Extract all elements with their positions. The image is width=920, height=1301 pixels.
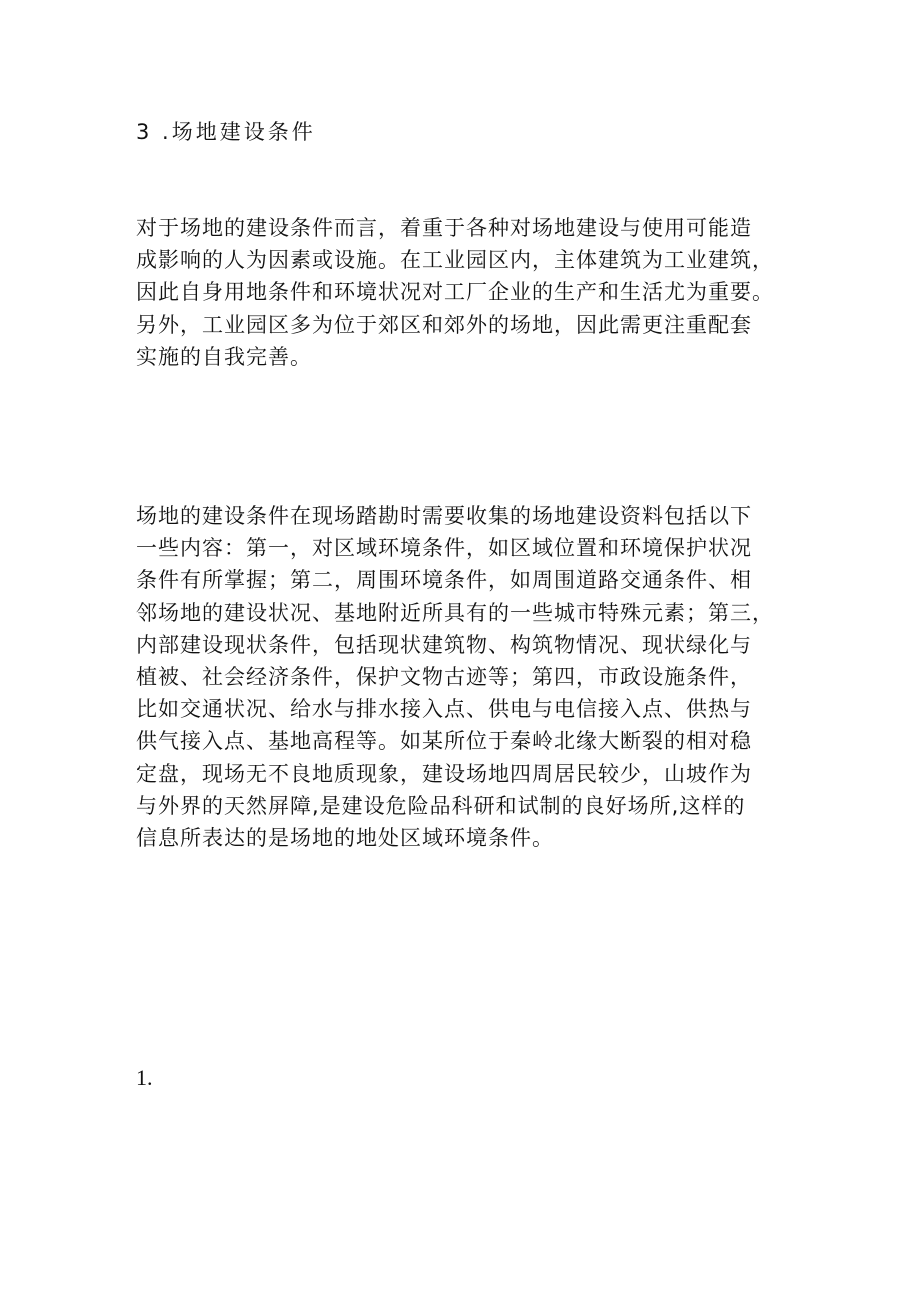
paragraph-line: 成影响的人为因素或设施。在工业园区内，主体建筑为工业建筑，: [136, 248, 774, 273]
paragraph-line: 与外界的天然屏障,是建设危险品科研和试制的良好场所,这样的: [136, 793, 746, 818]
paragraph-line: 植被、社会经济条件，保护文物古迹等；第四，市政设施条件，: [136, 665, 752, 690]
paragraph-line: 另外，工业园区多为位于郊区和郊外的场地，因此需更注重配套: [136, 312, 752, 337]
paragraph-line: 定盘，现场无不良地质现象，建设场地四周居民较少，山坡作为: [136, 761, 752, 786]
paragraph-line: 供气接入点、基地高程等。如某所位于秦岭北缘大断裂的相对稳: [136, 729, 752, 754]
list-number: 1.: [136, 1065, 153, 1090]
paragraph-line: 因此自身用地条件和环境状况对工厂企业的生产和生活尤为重要。: [136, 280, 774, 305]
paragraph-line: 场地的建设条件在现场踏勘时需要收集的场地建设资料包括以下: [136, 504, 752, 528]
paragraph-line: 实施的自我完善。: [136, 344, 312, 369]
paragraph-line: 信息所表达的是场地的地处区域环境条件。: [136, 826, 554, 851]
paragraph-line: 对于场地的建设条件而言，着重于各种对场地建设与使用可能造: [136, 216, 752, 240]
paragraph-line: 邻场地的建设状况、基地附近所具有的一些城市特殊元素；第三，: [136, 600, 774, 625]
paragraph-line: 条件有所掌握；第二，周围环境条件，如周围道路交通条件、相: [136, 568, 752, 593]
paragraph-line: 比如交通状况、给水与排水接入点、供电与电信接入点、供热与: [136, 697, 752, 722]
paragraph-site-conditions-intro: [136, 212, 792, 373]
paragraph-site-survey-data: [136, 500, 792, 854]
paragraph-line: 一些内容：第一，对区域环境条件，如区域位置和环境保护状况: [136, 536, 752, 561]
section-heading: 3 .场地建设条件: [136, 120, 316, 144]
paragraph-line: 内部建设现状条件，包括现状建筑物、构筑物情况、现状绿化与: [136, 632, 752, 657]
